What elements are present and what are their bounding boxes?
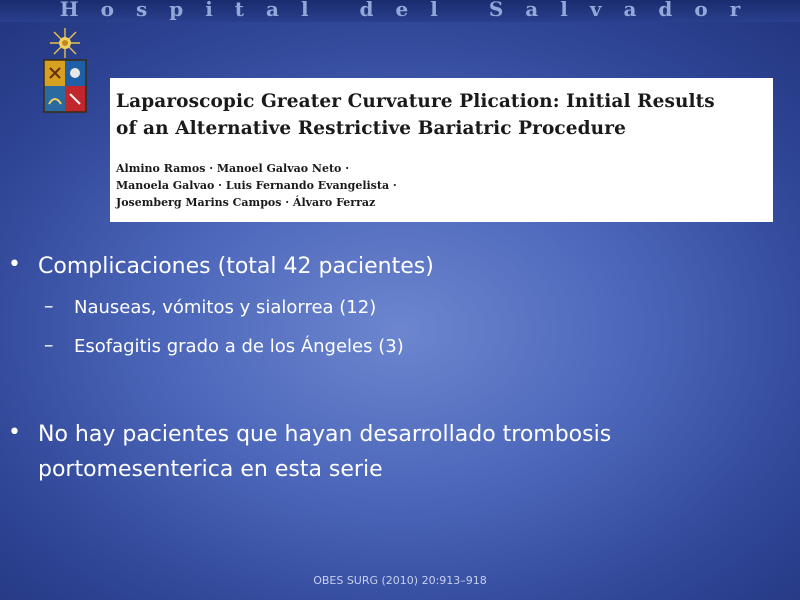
- author-line: Manoela Galvao · Luis Fernando Evangelista ·: [116, 179, 397, 192]
- bullet-marker: •: [8, 420, 21, 445]
- sub-bullet-nauseas: Nauseas, vómitos y sialorrea (12): [74, 297, 377, 318]
- paper-title-card: [110, 78, 773, 222]
- bullet-trombosis-line2: portomesenterica en esta serie: [38, 457, 383, 482]
- bullet-marker: •: [8, 252, 21, 277]
- paper-title-line: Laparoscopic Greater Curvature Plication: Initial Results: [116, 91, 715, 112]
- bullet-complicaciones: Complicaciones (total 42 pacientes): [38, 254, 434, 279]
- sub-bullet-marker: –: [44, 334, 54, 356]
- crest-shield-icon: [44, 60, 86, 112]
- paper-authors: [116, 160, 773, 211]
- star-emblem-icon: [50, 28, 80, 58]
- citation-footer: OBES SURG (2010) 20:913–918: [313, 574, 487, 587]
- author-line: Josemberg Marins Campos · Álvaro Ferraz: [116, 196, 376, 209]
- university-crest-logo: [40, 24, 90, 124]
- sub-bullet-esofagitis: Esofagitis grado a de los Ángeles (3): [74, 336, 404, 357]
- bullet-trombosis-line1: No hay pacientes que hayan desarrollado trombosis: [38, 422, 612, 447]
- author-line: Almino Ramos · Manoel Galvao Neto ·: [116, 162, 350, 175]
- paper-title-line: of an Alternative Restrictive Bariatric Procedure: [116, 118, 626, 139]
- sub-bullet-marker: –: [44, 295, 54, 317]
- hospital-name: Hospital del Salvador: [59, 0, 763, 21]
